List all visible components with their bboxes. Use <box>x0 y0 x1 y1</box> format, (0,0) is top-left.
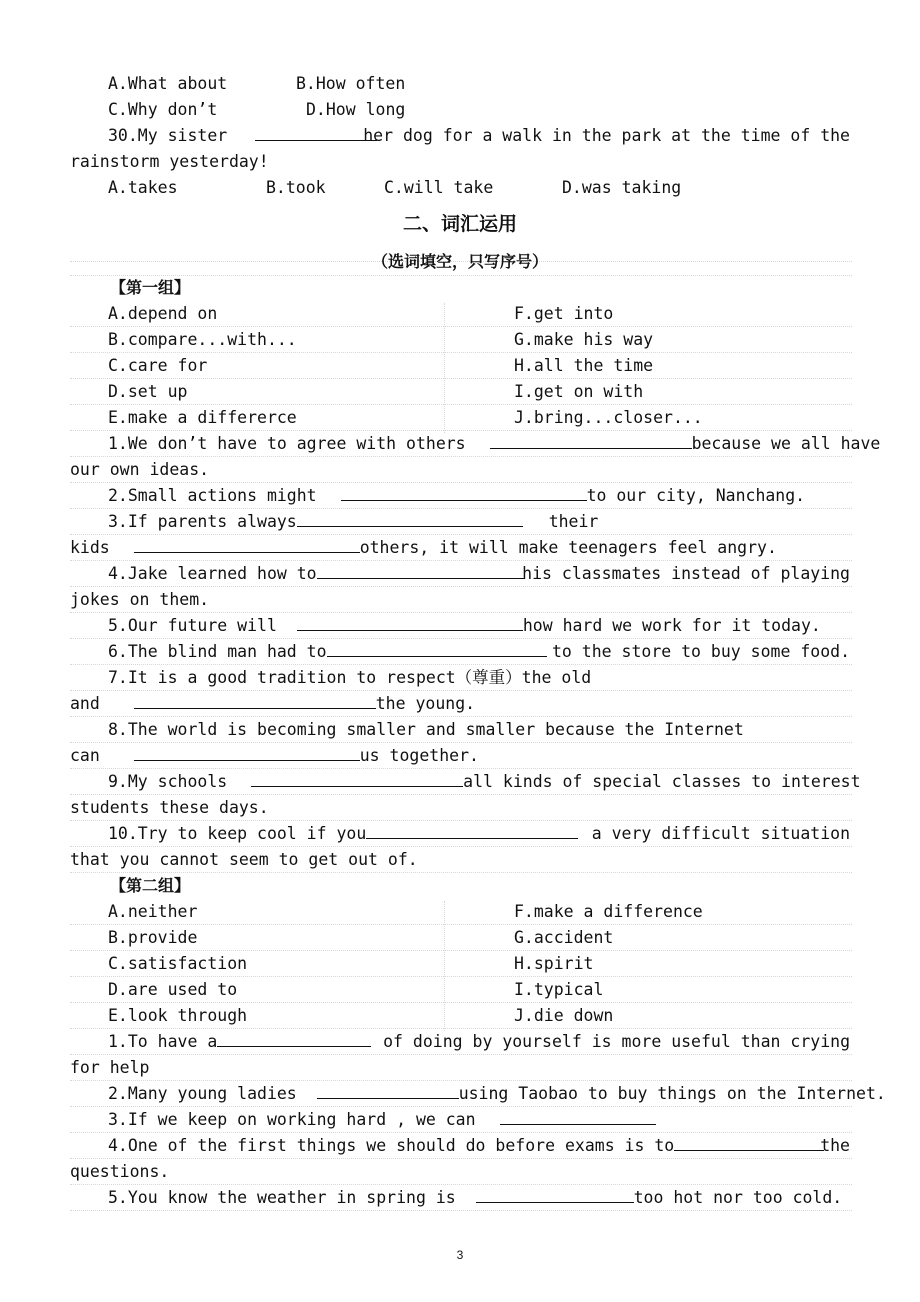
q-text: 5.You know the weather in spring is <box>108 1188 456 1207</box>
answer-blank[interactable] <box>327 639 547 657</box>
group2-option-d: D.are used to <box>108 980 238 999</box>
q-text: and <box>70 694 100 713</box>
q-text: can <box>70 746 100 765</box>
group2-header-line <box>70 873 852 899</box>
page-number: 3 <box>456 1248 464 1262</box>
answer-blank[interactable] <box>341 483 587 501</box>
group1-option-j: J.bring...closer... <box>514 408 703 427</box>
group1-q10-cont <box>70 847 852 873</box>
q29-options-cd <box>70 97 852 123</box>
group1-q3-cont <box>70 535 852 561</box>
q-text: 6.The blind man had to <box>108 642 327 661</box>
group1-header-line <box>70 275 852 301</box>
q30-stem-cont: her dog for a walk in the park at the time of the <box>363 126 850 145</box>
group1-option-h: H.all the time <box>514 356 654 375</box>
q30-option-c: C.will take <box>384 178 494 197</box>
answer-blank[interactable] <box>500 1107 656 1125</box>
q-text: using Taobao to buy things on the Internet. <box>458 1084 886 1103</box>
group1-q3 <box>70 509 852 535</box>
q30-line-2 <box>70 149 852 175</box>
q-text: us together. <box>359 746 479 765</box>
q-text: because we all have <box>691 434 881 453</box>
answer-blank[interactable] <box>217 1029 371 1047</box>
group1-q8-cont <box>70 743 852 769</box>
group1-q5 <box>70 613 852 639</box>
q-text: 4.Jake learned how to <box>108 564 317 583</box>
q-text: 4.One of the first things we should do before exams is to <box>108 1136 675 1155</box>
q-text: 2.Many young ladies <box>108 1084 297 1103</box>
answer-blank[interactable] <box>297 509 523 527</box>
group1-q9-cont <box>70 795 852 821</box>
q29-option-d: D.How long <box>306 100 406 119</box>
group1-option-i: I.get on with <box>514 382 644 401</box>
group1-q6 <box>70 639 852 665</box>
group1-option-c: C.care for <box>108 356 208 375</box>
group1-options-row-4 <box>70 379 852 405</box>
group1-q9 <box>70 769 861 795</box>
answer-blank[interactable] <box>251 769 463 787</box>
answer-blank[interactable] <box>134 743 360 761</box>
group2-options-row-2 <box>70 925 852 951</box>
group2-option-j: J.die down <box>514 1006 614 1025</box>
group2-options-row-5 <box>70 1003 852 1029</box>
group2-q1-cont <box>70 1055 852 1081</box>
group1-option-e: E.make a differerce <box>108 408 297 427</box>
q-text: to our city, Nanchang. <box>586 486 806 505</box>
q-text: 7.It is a good tradition to respect（尊重）the old <box>108 668 592 687</box>
q-text: a very difficult situation <box>591 824 850 843</box>
q-text: too hot nor too cold. <box>633 1188 843 1207</box>
group1-option-b: B.compare...with... <box>108 330 297 349</box>
group1-q8 <box>70 717 852 743</box>
q-text: questions. <box>70 1162 170 1181</box>
group2-options-row-4 <box>70 977 852 1003</box>
group1-option-g: G.make his way <box>514 330 654 349</box>
group2-q4 <box>70 1133 852 1159</box>
answer-blank[interactable] <box>317 561 525 579</box>
q30-line <box>70 123 852 149</box>
group2-option-h: H.spirit <box>514 954 594 973</box>
answer-blank[interactable] <box>297 613 523 631</box>
subtitle-rule <box>70 250 852 276</box>
group1-q2 <box>70 483 852 509</box>
group2-q5 <box>70 1185 852 1211</box>
q-text: our own ideas. <box>70 460 210 479</box>
q-text: of doing by yourself is more useful than crying <box>383 1032 850 1051</box>
group2-option-a: A.neither <box>108 902 198 921</box>
q30-option-a: A.takes <box>108 178 178 197</box>
group1-q4 <box>70 561 852 587</box>
q-text: jokes on them. <box>70 590 210 609</box>
q30-stem: 30.My sister <box>108 126 228 145</box>
group1-options-row-2 <box>70 327 852 353</box>
group2-header: 【第二组】 <box>110 876 191 895</box>
q30-option-b: B.took <box>266 178 326 197</box>
group2-q4-cont <box>70 1159 852 1185</box>
section-title: 二、词汇运用 <box>402 213 517 235</box>
q-text: the <box>820 1136 850 1155</box>
group2-option-b: B.provide <box>108 928 198 947</box>
q-text: students these days. <box>70 798 269 817</box>
group1-q4-cont <box>70 587 852 613</box>
group2-option-c: C.satisfaction <box>108 954 248 973</box>
group1-option-a: A.depend on <box>108 304 218 323</box>
group2-q2 <box>70 1081 886 1107</box>
q30-stem-end: rainstorm yesterday! <box>70 152 269 171</box>
q-text: 1.We don’t have to agree with others <box>108 434 466 453</box>
section-subtitle: （选词填空，只写序号） <box>371 252 548 271</box>
q-text: 9.My schools <box>108 772 228 791</box>
q30-blank[interactable] <box>255 123 377 141</box>
group1-header: 【第一组】 <box>110 278 191 297</box>
answer-blank[interactable] <box>490 431 692 449</box>
q-text: all kinds of special classes to interest <box>463 772 861 791</box>
group2-option-e: E.look through <box>108 1006 248 1025</box>
q-text: 5.Our future will <box>108 616 277 635</box>
q-text: for help <box>70 1058 150 1077</box>
group1-options-row-3 <box>70 353 852 379</box>
answer-blank[interactable] <box>476 1185 634 1203</box>
group1-options-row-1 <box>70 301 852 327</box>
group1-q1-cont <box>70 457 852 483</box>
q-text: 2.Small actions might <box>108 486 317 505</box>
group1-options-row-5 <box>70 405 852 431</box>
q-text: his classmates instead of playing <box>522 564 850 583</box>
q-text: 10.Try to keep cool if you <box>108 824 367 843</box>
group2-q1 <box>70 1029 852 1055</box>
answer-blank[interactable] <box>674 1133 824 1151</box>
q30-option-d: D.was taking <box>562 178 682 197</box>
q-text: 1.To have a <box>108 1032 218 1051</box>
group1-q10 <box>70 821 852 847</box>
answer-blank[interactable] <box>317 1081 459 1099</box>
q29-option-c: C.Why don’t <box>108 100 218 119</box>
group2-option-f: F.make a difference <box>514 902 703 921</box>
group1-q7-cont <box>70 691 852 717</box>
group1-q1 <box>70 431 881 457</box>
q-text: their <box>548 512 599 531</box>
q-text: to the store to buy some food. <box>551 642 850 661</box>
q-text: others, it will make teenagers feel angry. <box>359 538 777 557</box>
q-text: kids <box>70 538 110 557</box>
q29-option-a: A.What about <box>108 74 228 93</box>
q-text: that you cannot seem to get out of. <box>70 850 418 869</box>
q-text: 8.The world is becoming smaller and smaller because the Internet <box>108 720 744 739</box>
q29-option-b: B.How often <box>296 74 406 93</box>
q30-options <box>70 175 852 201</box>
q-text: 3.If we keep on working hard , we can <box>108 1110 476 1129</box>
answer-blank[interactable] <box>366 821 578 839</box>
group2-options-row-3 <box>70 951 852 977</box>
q-text: the young. <box>375 694 476 713</box>
group1-option-d: D.set up <box>108 382 188 401</box>
group2-option-g: G.accident <box>514 928 614 947</box>
answer-blank[interactable] <box>134 535 360 553</box>
group2-option-i: I.typical <box>514 980 604 999</box>
q-text: how hard we work for it today. <box>522 616 821 635</box>
group2-options-row-1 <box>70 899 852 925</box>
answer-blank[interactable] <box>134 691 376 709</box>
group1-option-f: F.get into <box>514 304 614 323</box>
group2-q3 <box>70 1107 852 1133</box>
group1-q7 <box>70 665 852 691</box>
q29-options-ab <box>70 71 852 97</box>
q-text: 3.If parents always <box>108 512 297 531</box>
